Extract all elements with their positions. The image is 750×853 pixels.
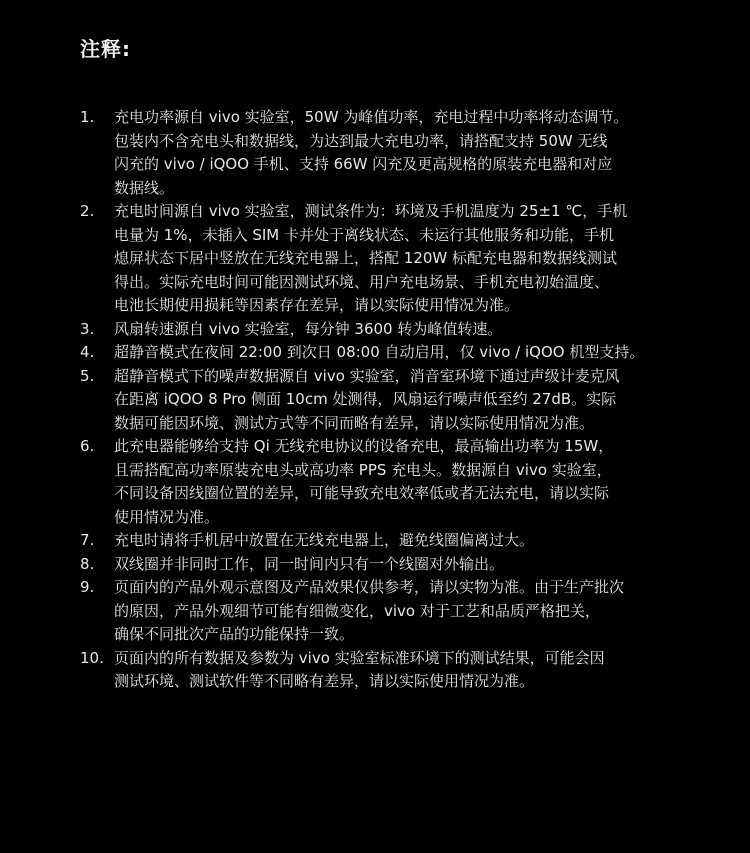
note-item [80, 106, 740, 200]
note-text-line: 页面内的所有数据及参数为 vivo 实验室标准环境下的测试结果，可能会因 [114, 648, 605, 667]
note-text-line: 风扇转速源自 vivo 实验室，每分钟 3600 转为峰值转速。 [114, 319, 503, 338]
note-text-line: 测试环境、测试软件等不同略有差异，请以实际使用情况为准。 [114, 672, 535, 690]
note-item [80, 341, 740, 365]
note-text-line: 电池长期使用损耗等因素存在差异，请以实际使用情况为准。 [114, 296, 520, 314]
note-text-line: 使用情况为准。 [114, 507, 220, 526]
note-number: 7. [80, 531, 95, 549]
note-number: 9. [80, 578, 95, 596]
note-number: 10. [80, 648, 104, 667]
note-text-line: 得出。实际充电时间可能因测试环境、用户充电场景、手机充电初始温度、 [114, 272, 610, 291]
note-number: 8. [80, 554, 95, 573]
note-number: 2. [80, 202, 95, 220]
note-text-line: 包装内不含充电头和数据线，为达到最大充电功率，请搭配支持 50W 无线 [114, 131, 608, 150]
note-text-line: 数据线。 [114, 178, 175, 197]
note-text-line: 超静音模式下的噪声数据源自 vivo 实验室，消音室环境下通过声级计麦克风 [114, 366, 620, 385]
note-item [80, 553, 740, 577]
note-number: 1. [80, 108, 95, 126]
note-text-line: 页面内的产品外观示意图及产品效果仅供参考，请以实物为准。由于生产批次 [114, 578, 625, 596]
note-number: 6. [80, 437, 95, 455]
note-text-line: 双线圈并非同时工作，同一时间内只有一个线圈对外输出。 [114, 554, 505, 573]
note-text-line: 在距离 iQOO 8 Pro 侧面 10cm 处测得，风扇运行噪声低至约 27dB。实际 [114, 390, 617, 408]
page-title: 注释: [80, 37, 131, 61]
note-text-line: 的原因，产品外观细节可能有细微变化，vivo 对于工艺和品质严格把关， [114, 601, 600, 620]
note-item [80, 365, 740, 436]
note-number: 5. [80, 366, 95, 385]
note-text-line: 确保不同批次产品的功能保持一致。 [114, 625, 355, 643]
note-text-line: 电量为 1%，未插入 SIM 卡并处于离线状态、未运行其他服务和功能，手机 [114, 225, 614, 244]
note-text-line: 此充电器能够给支持 Qi 无线充电协议的设备充电，最高输出功率为 15W， [114, 437, 614, 455]
note-item [80, 647, 740, 694]
note-text-line: 数据可能因环境、测试方式等不同而略有差异，请以实际使用情况为准。 [114, 413, 595, 432]
note-item [80, 435, 740, 529]
notes-list [80, 106, 740, 694]
note-text-line: 闪充的 vivo / iQOO 手机、支持 66W 闪充及更高规格的原装充电器和对应 [114, 155, 613, 173]
note-item [80, 576, 740, 647]
note-text-line: 熄屏状态下居中竖放在无线充电器上，搭配 120W 标配充电器和数据线测试 [114, 249, 618, 267]
note-number: 4. [80, 343, 95, 361]
note-text-line: 充电功率源自 vivo 实验室，50W 为峰值功率，充电过程中功率将动态调节。 [114, 108, 629, 126]
note-text-line: 充电时请将手机居中放置在无线充电器上，避免线圈偏离过大。 [114, 531, 535, 549]
note-item [80, 529, 740, 553]
note-number: 3. [80, 319, 95, 338]
note-text-line: 充电时间源自 vivo 实验室，测试条件为：环境及手机温度为 25±1 ℃，手机 [114, 202, 628, 220]
note-item [80, 318, 740, 342]
note-text-line: 不同设备因线圈位置的差异，可能导致充电效率低或者无法充电，请以实际 [114, 484, 610, 502]
note-text-line: 且需搭配高功率原装充电头或高功率 PPS 充电头。数据源自 vivo 实验室， [114, 460, 612, 479]
note-text-line: 超静音模式在夜间 22:00 到次日 08:00 自动启用，仅 vivo / iQOO 机型支持。 [114, 343, 645, 361]
note-item [80, 200, 740, 318]
